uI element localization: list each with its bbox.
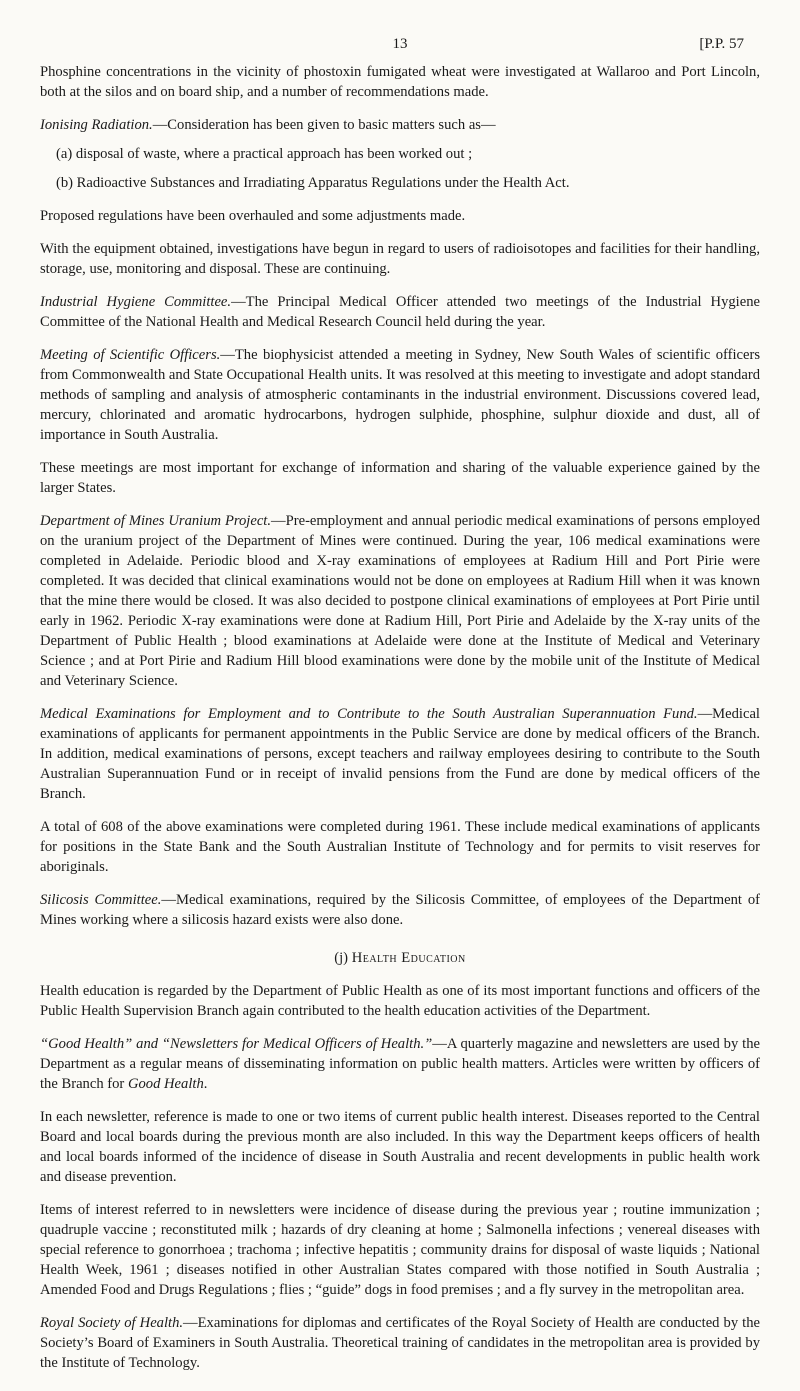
paragraph-industrial-hygiene bbox=[40, 292, 760, 332]
silicosis-title: Silicosis Committee. bbox=[40, 892, 162, 908]
paragraph-royal-society bbox=[40, 1313, 760, 1373]
list-item-a: (a) disposal of waste, where a practical approach has been worked out ; bbox=[56, 146, 473, 162]
industrial-hygiene-title: Industrial Hygiene Committee. bbox=[40, 294, 232, 310]
paragraph-phosphine: Phosphine concentrations in the vicinity of phostoxin fumigated wheat were investigated at Wallaroo and Port Lincoln, both at the silos and on board ship, and a number of recommendations made. bbox=[40, 64, 760, 100]
paragraph-uranium-project bbox=[40, 511, 760, 691]
good-health-title: “Good Health” and “Newsletters for Medical Officers of Health.” bbox=[40, 1036, 433, 1052]
medical-examinations-title: Medical Examinations for Employment and to Contribute to the South Australian Superannuation Fund. bbox=[40, 706, 698, 722]
paragraph-health-education: Health education is regarded by the Department of Public Health as one of its most important functions and officers of the Public Health Supervision Branch again contributed to the health education activities of the Department. bbox=[40, 983, 760, 1019]
section-prefix: (j) bbox=[334, 950, 349, 966]
document-reference: [P.P. 57 bbox=[699, 36, 744, 52]
section-title: Health Education bbox=[351, 950, 466, 966]
uranium-project-text: —Pre-employment and annual periodic medical examinations of persons employed on the uranium project of the Department of Mines were continued. During the year, 106 medical examinations were completed in Adelaide. Periodic blood and X-ray examinations of employees at Radium Hill and Port Pirie were completed. It was decided that clinical examinations would not be done on employees at Radium Hill when it was known that the mine there would be closed. It was also decided to postpone clinical examinations of employees at Port Pirie until early in 1962. Periodic X-ray examinations were done at Radium Hill, Port Pirie and Adelaide by the X-ray units of the Department of Public Health ; blood examinations at Adelaide were done at the Institute of Medical and Veterinary Science ; and at Port Pirie and Radium Hill blood examinations were done by the mobile unit of the Institute of Medical and Veterinary Science. bbox=[40, 513, 760, 689]
paragraph-meetings-important: These meetings are most important for exchange of information and sharing of the valuable experience gained by the larger States. bbox=[40, 460, 760, 496]
paragraph-scientific-officers bbox=[40, 345, 760, 445]
scientific-officers-title: Meeting of Scientific Officers. bbox=[40, 347, 221, 363]
scientific-officers-text: —The biophysicist attended a meeting in Sydney, New South Wales of scientific officers from Commonwealth and State Occupational Health units. It was resolved at this meeting to investigate and adopt standard methods of sampling and analysis of atmospheric contaminants in the industrial environment. Discussions covered lead, mercury, chlorinated and aromatic hydrocarbons, hydrogen sulphide, phosphine, sulphur dioxide and dust, all of importance in South Australia. bbox=[40, 347, 761, 443]
ionising-radiation-title: Ionising Radiation. bbox=[40, 117, 153, 133]
ionising-radiation-text: —Consideration has been given to basic matters such as— bbox=[152, 117, 496, 133]
paragraph-medical-examinations bbox=[40, 704, 760, 804]
paragraph-good-health bbox=[40, 1034, 760, 1094]
paragraph-silicosis bbox=[40, 890, 760, 930]
uranium-project-title: Department of Mines Uranium Project. bbox=[40, 513, 272, 529]
good-health-italic: Good Health bbox=[127, 1076, 204, 1092]
royal-society-text: —Examinations for diplomas and certificates of the Royal Society of Health are conducted by the Society’s Board of Examiners in South Australia. Theoretical training of candidates in the metropolitan area is provided by the Institute of Technology. bbox=[40, 1315, 760, 1371]
paragraph-newsletter: In each newsletter, reference is made to one or two items of current public health interest. Diseases reported to the Central Board and local boards during the previous month are also included. In this way the Department keeps officers of health and local boards informed of the incidence of disease in South Australia and recent developments in public health work and disease prevention. bbox=[40, 1109, 760, 1185]
good-health-end: . bbox=[203, 1076, 208, 1092]
silicosis-text: —Medical examinations, required by the Silicosis Committee, of employees of the Department of Mines working where a silicosis hazard exists were also done. bbox=[40, 892, 760, 928]
royal-society-title: Royal Society of Health. bbox=[40, 1315, 184, 1331]
good-health-text: —A quarterly magazine and newsletters are used by the Department as a regular means of disseminating information on public health matters. Articles were written by officers of the Branch for bbox=[40, 1036, 760, 1092]
paragraph-items-of-interest: Items of interest referred to in newsletters were incidence of disease during the previous year ; routine immunization ; quadruple vaccine ; reconstituted milk ; hazards of dry cleaning at home ; Salmonella infections ; venereal diseases with special reference to gonorrhoea ; trachoma ; infective hepatitis ; community drains for disposal of waste liquids ; National Health Week, 1961 ; diseases notified in other Australian States compared with those notified in South Australia ; Amended Food and Drugs Regulations ; flies ; “guide” dogs in food premises ; and a fly survey in the metropolitan area. bbox=[40, 1202, 760, 1298]
section-heading-health-education bbox=[40, 948, 760, 968]
paragraph-proposed-regulations: Proposed regulations have been overhauled and some adjustments made. bbox=[40, 208, 466, 224]
paragraph-ionising-radiation bbox=[40, 115, 760, 135]
medical-examinations-text: —Medical examinations of applicants for permanent appointments in the Public Service are done by medical officers of the Branch. In addition, medical examinations of persons, except teachers and railway employees desiring to contribute to the South Australian Superannuation Fund or in receipt of invalid pensions from the Fund are done by medical officers of the Branch. bbox=[40, 706, 760, 802]
list-item-b: (b) Radioactive Substances and Irradiating Apparatus Regulations under the Health Act. bbox=[56, 175, 570, 191]
industrial-hygiene-text: —The Principal Medical Officer attended two meetings of the Industrial Hygiene Committee of the National Health and Medical Research Council held during the year. bbox=[40, 294, 760, 330]
paragraph-equipment: With the equipment obtained, investigations have begun in regard to users of radioisotopes and facilities for their handling, storage, use, monitoring and disposal. These are continuing. bbox=[40, 241, 760, 277]
page-body bbox=[40, 62, 760, 1373]
page-header bbox=[40, 36, 760, 62]
paragraph-total-examinations: A total of 608 of the above examinations were completed during 1961. These include medical examinations of applicants for positions in the State Bank and the South Australian Institute of Technology and for permits to visit reserves for aboriginals. bbox=[40, 819, 760, 875]
page-number: 13 bbox=[392, 36, 408, 52]
